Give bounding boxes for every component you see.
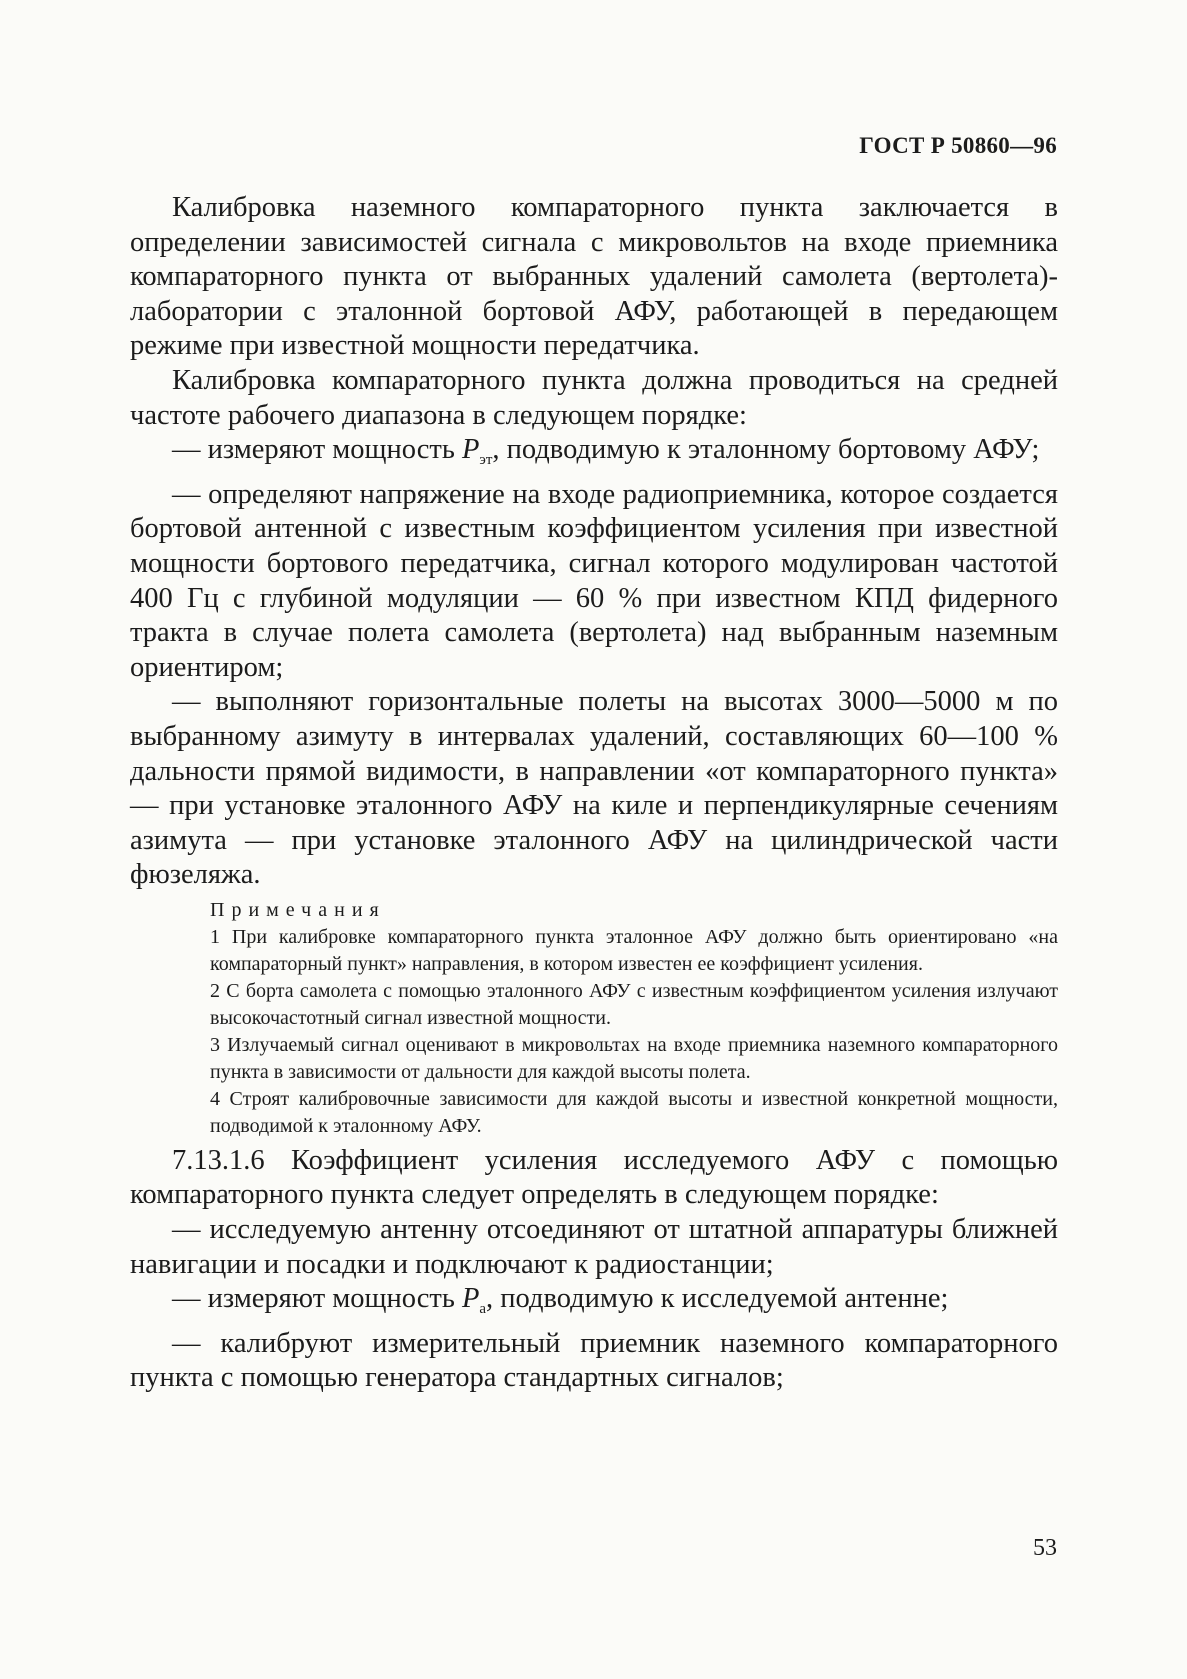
variable-subscript: эт [479, 452, 493, 469]
notes-block [210, 897, 1058, 1140]
list-item: — калибруют измерительный приемник наземного компараторного пункта с помощью генератора стандартных сигналов; [130, 1327, 1058, 1394]
paragraph: Калибровка компараторного пункта должна проводиться на средней частоте рабочего диапазона в следующем порядке: [130, 364, 1058, 431]
text-fragment: — измеряют мощность [172, 434, 462, 466]
variable-subscript: а [479, 1301, 487, 1318]
text-fragment: , подводимую к эталонному бортовому АФУ; [492, 434, 1040, 466]
paragraph: Калибровка наземного компараторного пункта заключается в определении зависимостей сигнала с микровольтов на входе приемника компараторного пункта от выбранных удалений самолета (вертолета)-лаборатории с эталонной бортовой АФУ, работающей в передающем режиме при известной мощности передатчика. [130, 192, 1058, 362]
list-item: — исследуемую антенну отсоединяют от штатной аппаратуры ближней навигации и посадки и подключают к радиостанции; [130, 1214, 1058, 1280]
document-code: ГОСТ Р 50860—96 [859, 133, 1057, 158]
list-item-measure-antenna-power [130, 1282, 1058, 1327]
variable-p: P [461, 434, 480, 466]
note-item: 2 С борта самолета с помощью эталонного АФУ с известным коэффициентом усиления излучают высокочастотный сигнал известной мощности. [210, 979, 1058, 1029]
text-fragment: — измеряют мощность [172, 1283, 462, 1315]
list-item: — выполняют горизонтальные полеты на высотах 3000—5000 м по выбранному азимуту в интервалах удалений, составляющих 60—100 % дальности прямой видимости, в направлении «от компараторного пункта» — при установке эталонного АФУ на киле и перпендикулярные сечениям азимута — при установке эталонного АФУ на цилиндрической части фюзеляжа. [130, 686, 1058, 891]
section-paragraph: 7.13.1.6 Коэффициент усиления исследуемого АФУ с помощью компараторного пункта следует определять в следующем порядке: [130, 1144, 1058, 1211]
list-item-measure-reference-power [130, 433, 1058, 478]
note-item: 4 Строят калибровочные зависимости для каждой высоты и известной конкретной мощности, подводимой к эталонному АФУ. [210, 1087, 1058, 1137]
notes-title: Примечания [210, 898, 386, 921]
text-fragment: , подводимую к исследуемой антенне; [486, 1283, 949, 1315]
variable-p: P [461, 1283, 480, 1315]
body-text [130, 191, 1058, 1396]
list-item: — определяют напряжение на входе радиоприемника, которое создается бортовой антенной с известным коэффициентом усиления при известной мощности бортового передатчика, сигнал которого модулирован частотой 400 Гц с глубиной модуляции — 60 % при известном КПД фидерного тракта в случае полета самолета (вертолета) над выбранным наземным ориентиром; [130, 478, 1058, 683]
page-number: 53 [1033, 1535, 1057, 1561]
note-item: 1 При калибровке компараторного пункта эталонное АФУ должно быть ориентировано «на компараторный пункт» направления, в котором известен ее коэффициент усиления. [210, 925, 1058, 975]
note-item: 3 Излучаемый сигнал оценивают в микровольтах на входе приемника наземного компараторного пункта в зависимости от дальности для каждой высоты полета. [210, 1033, 1058, 1083]
